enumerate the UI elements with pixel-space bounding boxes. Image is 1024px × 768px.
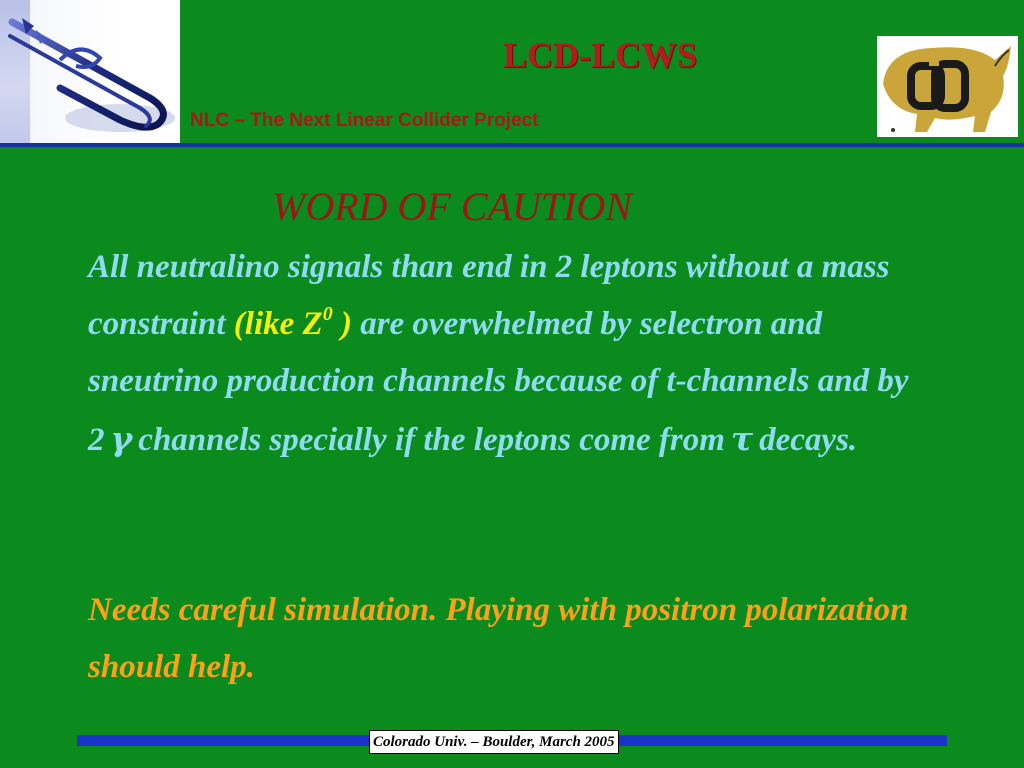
para1-text-2: are overwhelmed by selectron and sneutrino production channels because of t-channels and by 2 [88, 306, 909, 458]
like-z-text: (like Z [233, 306, 323, 342]
footer-label: Colorado Univ. – Boulder, March 2005 [369, 730, 619, 754]
para1-text-4: decays. [759, 422, 858, 458]
project-subtitle: NLC – The Next Linear Collider Project [190, 110, 539, 131]
caution-heading: WORD OF CAUTION [272, 184, 632, 229]
nlc-logo [0, 0, 180, 145]
like-z-close: ) [332, 306, 352, 342]
slide-title: LCD-LCWS [502, 35, 698, 75]
z-superscript: 0 [322, 303, 333, 325]
cu-buffalo-logo-icon [877, 36, 1018, 137]
conclusion-paragraph: Needs careful simulation. Playing with positron polarization should help. [88, 592, 909, 685]
tau-symbol: τ [730, 419, 754, 458]
para1-text-1: All neutralino signals than end in 2 leptons without a mass constraint [88, 249, 890, 342]
like-z0-highlight [233, 303, 352, 342]
gamma-symbol: γ [110, 419, 133, 458]
header-divider [0, 143, 1024, 147]
nlc-logo-icon [0, 0, 180, 145]
caution-paragraph [88, 239, 948, 469]
cu-logo [877, 36, 1018, 137]
para1-text-3: channels specially if the leptons come from [138, 422, 725, 458]
